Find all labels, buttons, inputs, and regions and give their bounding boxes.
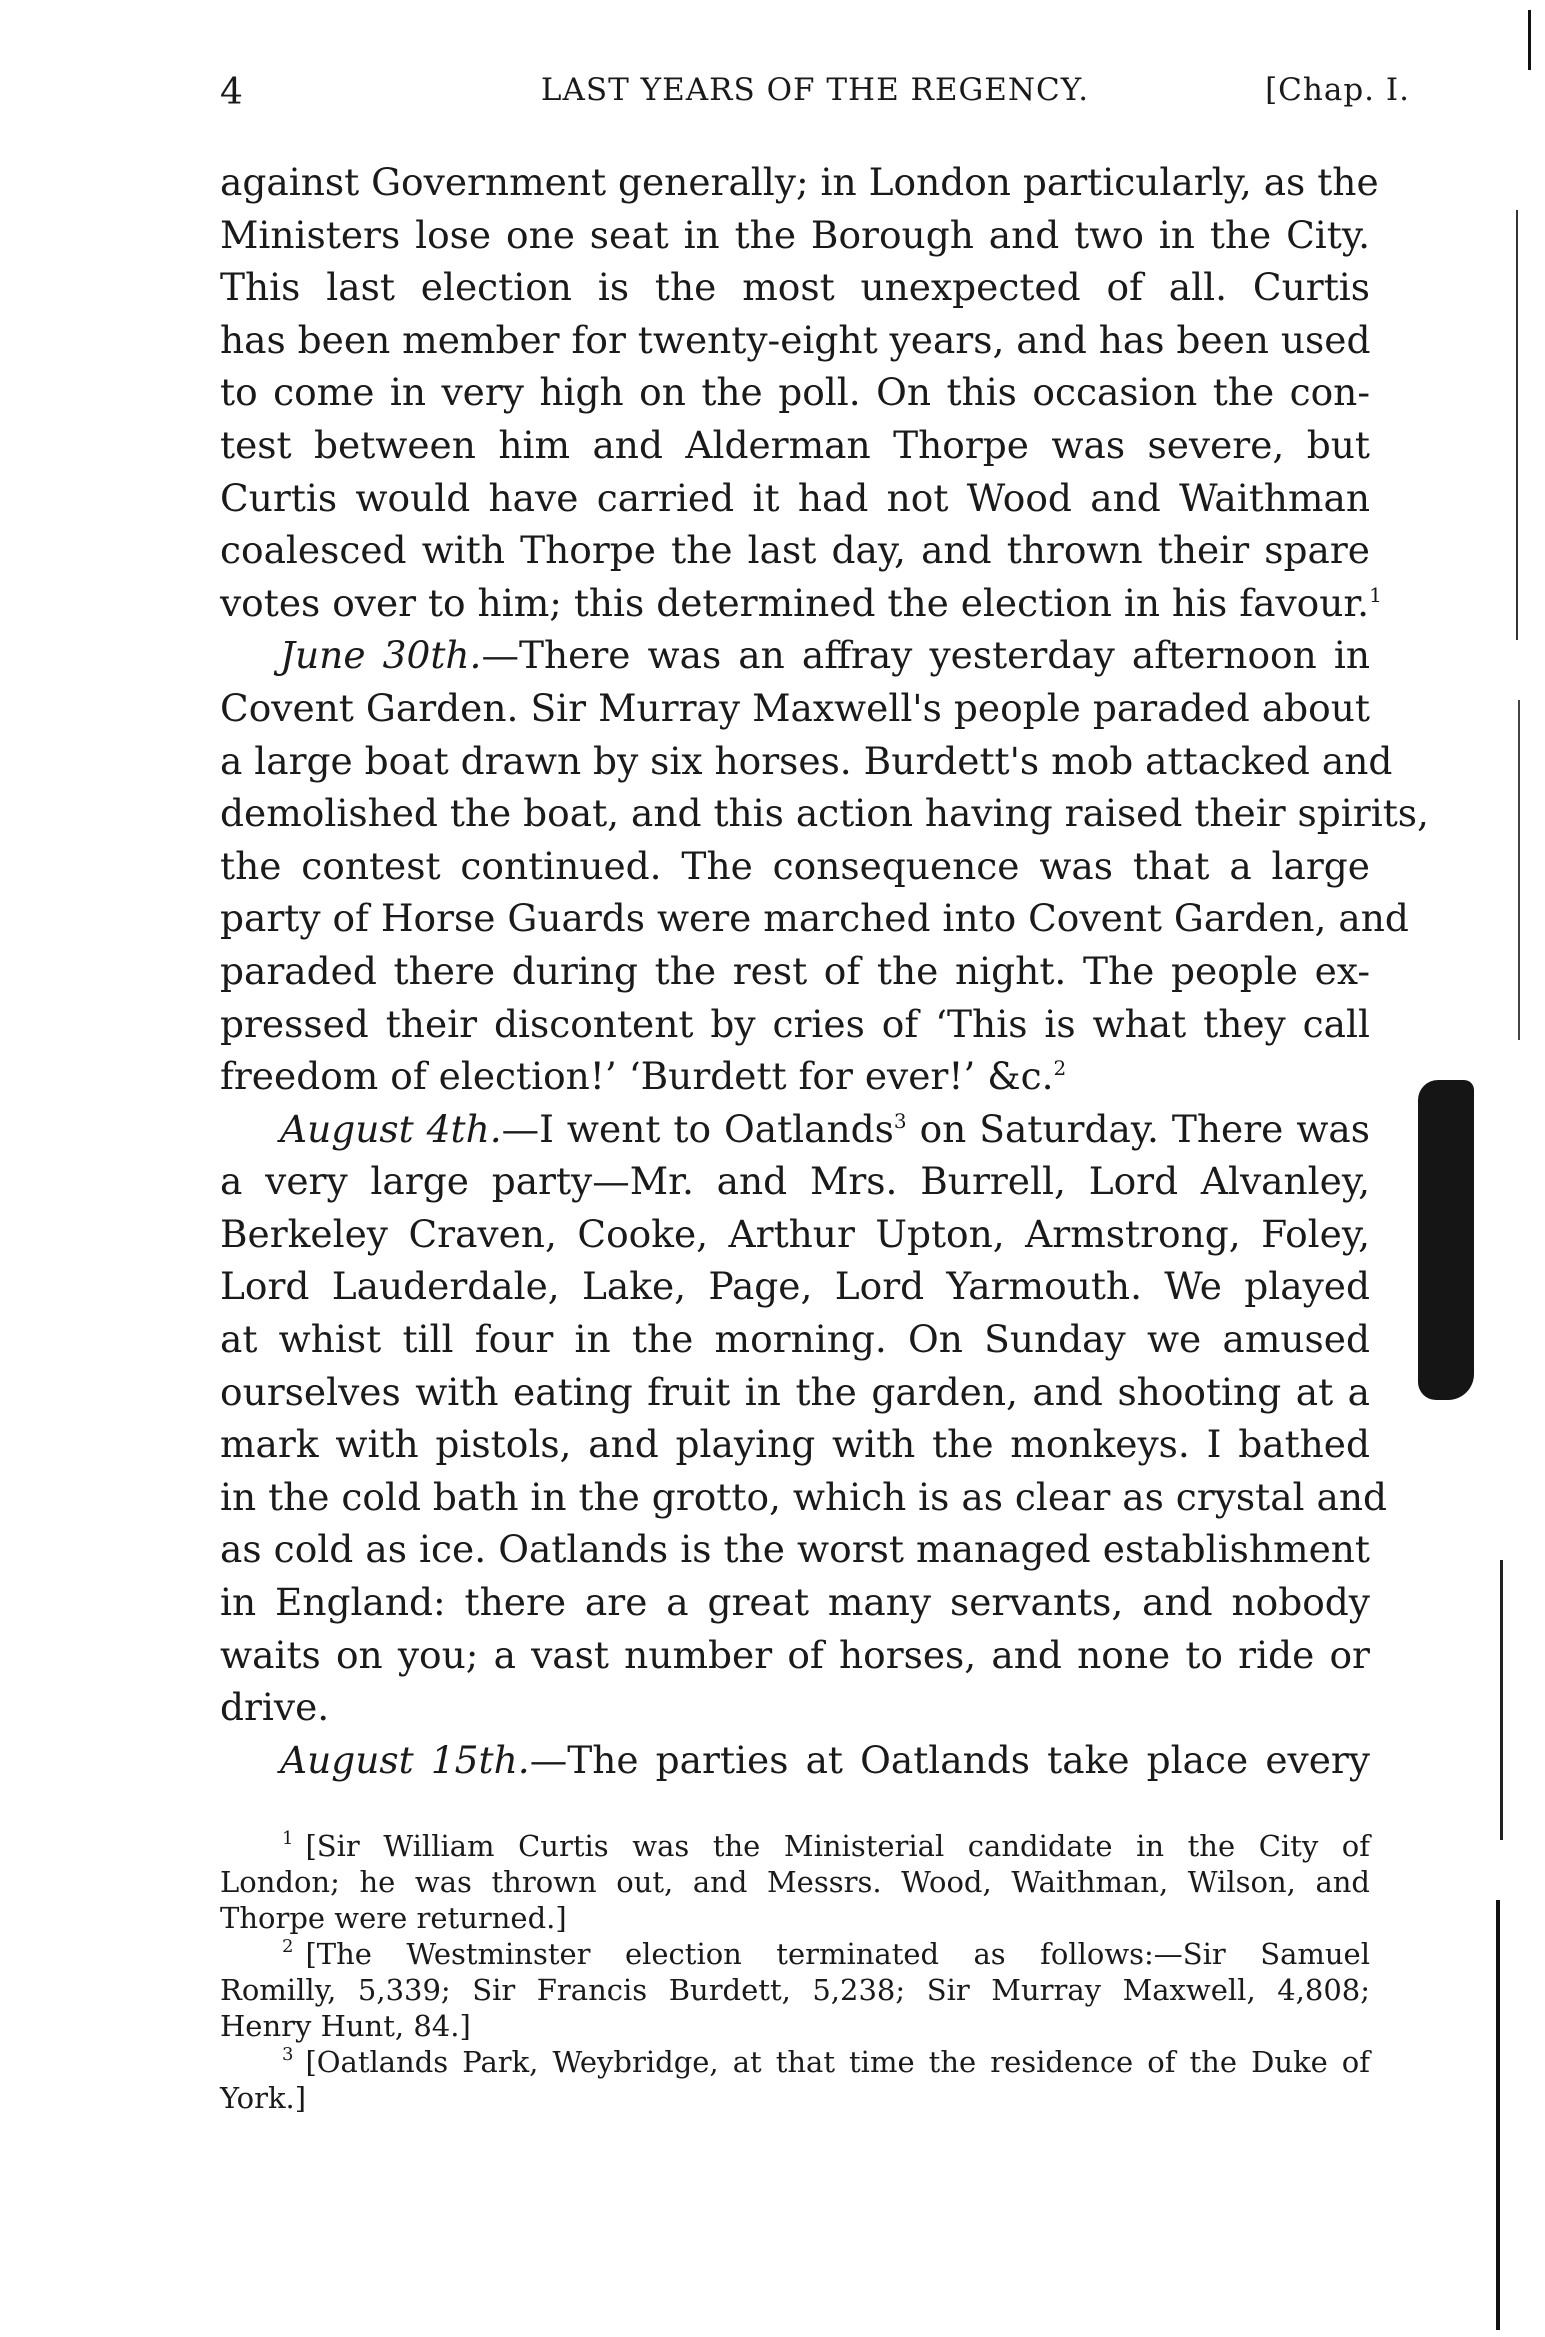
text-fragment: [The Westminster election terminated as follows:—Sir Samuel (305, 1937, 1370, 1971)
footnote-ref: 1 (1369, 582, 1382, 607)
scan-edge-line (1518, 700, 1520, 1040)
entry-date: June 30th. (280, 633, 482, 678)
text-line: demolished the boat, and this action having raised their spirits, (220, 791, 1429, 836)
text-line: a large boat drawn by six horses. Burdett's mob attacked and (220, 738, 1393, 783)
footnote-3 (220, 2044, 1370, 2116)
footnote-line (220, 2044, 1370, 2080)
scan-blot (1418, 1080, 1474, 1400)
scan-edge-line (1496, 1900, 1500, 2330)
scan-edge-line (1516, 210, 1518, 640)
footnote-line (220, 1936, 1370, 1972)
entry-date: August 15th. (280, 1737, 530, 1782)
text-fragment: —There was an affray yesterday afternoon in (481, 633, 1370, 678)
paragraph-election (220, 156, 1382, 629)
text-fragment: votes over to him; this determined the election in his favour. (220, 580, 1370, 625)
text-line: the contest continued. The consequence was that a large (220, 843, 1370, 888)
text-line: paraded there during the rest of the night. The people ex- (220, 948, 1370, 993)
entry-date: August 4th. (280, 1106, 502, 1151)
paragraph-august-4 (220, 1103, 1387, 1734)
text-fragment: on Saturday. There was (906, 1106, 1371, 1151)
footnote-line: Henry Hunt, 84.] (220, 2009, 471, 2043)
page-number: 4 (220, 72, 244, 113)
footnotes (220, 1828, 1370, 2116)
footnote-line (220, 1828, 1370, 1864)
text-line (220, 1103, 1370, 1156)
text-fragment: —The parties at Oatlands take place every (529, 1737, 1370, 1782)
text-fragment: —I went to Oatlands (501, 1106, 894, 1151)
footnote-ref: 3 (893, 1108, 907, 1133)
text-line: test between him and Alderman Thorpe was severe, but (220, 422, 1370, 467)
footnote-number: 1 (282, 1828, 294, 1849)
text-line: coalesced with Thorpe the last day, and thrown their spare (220, 528, 1370, 573)
footnote-number: 3 (282, 2044, 294, 2065)
text-line: to come in very high on the poll. On this occasion the con- (220, 370, 1370, 415)
text-line: as cold as ice. Oatlands is the worst managed establishment (220, 1527, 1370, 1572)
footnote-line: Romilly, 5,339; Sir Francis Burdett, 5,238; Sir Murray Maxwell, 4,808; (220, 1973, 1370, 2007)
text-line (220, 629, 1370, 682)
running-head (220, 72, 1410, 116)
text-line: a very large party—Mr. and Mrs. Burrell, Lord Alvanley, (220, 1159, 1370, 1204)
text-line: party of Horse Guards were marched into Covent Garden, and (220, 896, 1409, 941)
text-line: Berkeley Craven, Cooke, Arthur Upton, Armstrong, Foley, (220, 1211, 1370, 1256)
text-line: This last election is the most unexpected of all. Curtis (220, 265, 1370, 310)
text-line: in England: there are a great many servants, and nobody (220, 1580, 1370, 1625)
footnote-line: London; he was thrown out, and Messrs. Wood, Waithman, Wilson, and (220, 1865, 1370, 1899)
footnote-2 (220, 1936, 1370, 2044)
text-line: drive. (220, 1685, 330, 1730)
text-line (220, 1050, 1370, 1103)
text-line: mark with pistols, and playing with the monkeys. I bathed (220, 1422, 1370, 1467)
chapter-reference: [Chap. I. (1265, 72, 1410, 108)
text-line: waits on you; a vast number of horses, and none to ride or (220, 1632, 1370, 1677)
text-line (220, 577, 1382, 630)
footnote-line: York.] (220, 2081, 307, 2115)
text-fragment: freedom of election!’ ‘Burdett for ever!’ &c. (220, 1054, 1054, 1099)
footnote-number: 2 (282, 1936, 294, 1957)
text-line: has been member for twenty-eight years, and has been used (220, 317, 1371, 362)
footnote-1 (220, 1828, 1370, 1936)
text-line: against Government generally; in London particularly, as the (220, 160, 1379, 204)
running-title: LAST YEARS OF THE REGENCY. (540, 72, 1090, 108)
footnote-line: Thorpe were returned.] (220, 1901, 567, 1935)
scan-edge-line (1500, 1560, 1503, 1840)
text-line: Lord Lauderdale, Lake, Page, Lord Yarmouth. We played (220, 1264, 1370, 1309)
paragraph-august-15 (220, 1734, 1370, 1787)
text-line: at whist till four in the morning. On Sunday we amused (220, 1317, 1370, 1362)
scan-edge-line (1528, 10, 1531, 70)
text-line: pressed their discontent by cries of ‘This is what they call (220, 1001, 1370, 1046)
footnote-ref: 2 (1053, 1056, 1067, 1081)
text-line: Ministers lose one seat in the Borough and two in the City. (220, 212, 1370, 257)
text-line: in the cold bath in the grotto, which is as clear as crystal and (220, 1474, 1387, 1519)
text-line: Covent Garden. Sir Murray Maxwell's people paraded about (220, 685, 1370, 730)
paragraph-june-30 (220, 629, 1429, 1102)
text-fragment: [Sir William Curtis was the Ministerial candidate in the City of (305, 1829, 1370, 1863)
text-fragment: [Oatlands Park, Weybridge, at that time the residence of the Duke of (305, 2045, 1370, 2079)
text-line (220, 1734, 1370, 1787)
text-line: Curtis would have carried it had not Wood and Waithman (220, 475, 1370, 520)
body-text (220, 156, 1429, 1786)
text-line: ourselves with eating fruit in the garden, and shooting at a (220, 1369, 1370, 1414)
